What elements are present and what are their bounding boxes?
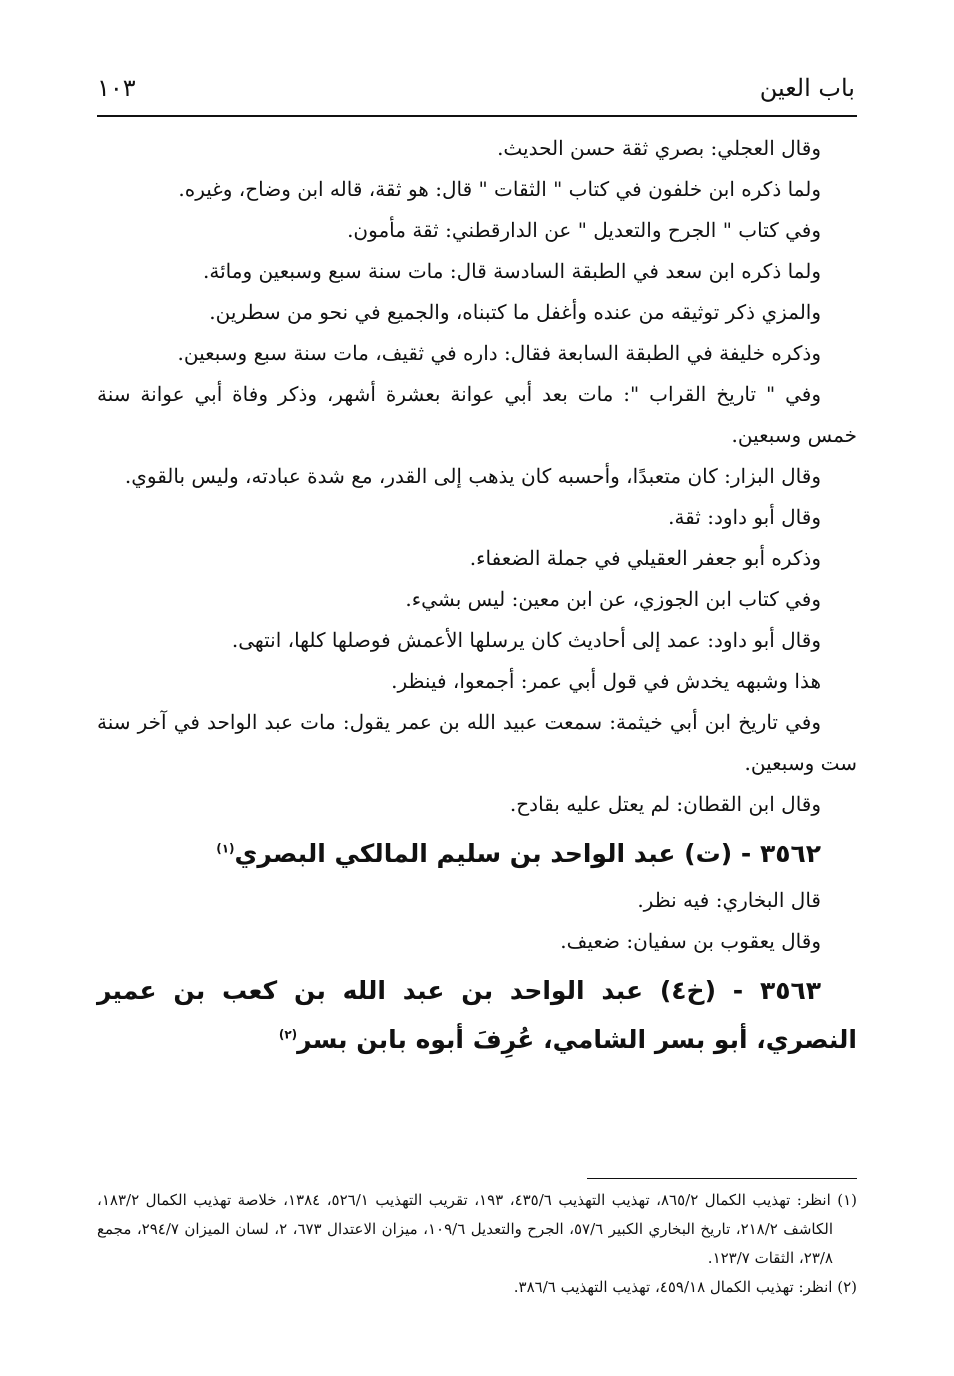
main-text	[97, 128, 857, 1066]
paragraph: وقال العجلي: بصري ثقة حسن الحديث.	[497, 136, 821, 160]
paragraph: وفي كتاب ابن الجوزي، عن ابن معين: ليس بشيء.	[405, 587, 821, 611]
paragraph: ولما ذكره ابن خلفون في كتاب " الثقات " قال: هو ثقة، قاله ابن وضاح، وغيره.	[178, 177, 821, 201]
paragraph: وقال ابن القطان: لم يعتل عليه بقادح.	[509, 792, 821, 816]
entry-title: ٣٥٦٣ - (خ٤) عبد الواحد بن عبد الله بن كعب بن عمير النصري، أبو بسر الشامي، عُرِفَ أبوه بابن بسر	[97, 976, 857, 1054]
paragraph: وفي كتاب " الجرح والتعديل " عن الدارقطني: ثقة مأمون.	[347, 218, 821, 242]
paragraph: ولما ذكره ابن سعد في الطبقة السادسة قال: مات سنة سبع وسبعين ومائة.	[202, 259, 821, 283]
paragraph: وفي " تاريخ القراب ": مات بعد أبي عوانة بعشرة أشهر، وذكر وفاة أبي عوانة سنة خمس وسبعين.	[97, 382, 857, 447]
paragraph: وذكره خليفة في الطبقة السابعة فقال: داره في ثقيف، مات سنة سبع وسبعين.	[177, 341, 821, 365]
chapter-title: باب العين	[759, 74, 855, 102]
footnote-marker: (٢)	[278, 1027, 298, 1042]
entry-heading-3563	[97, 966, 857, 1064]
header-rule	[97, 115, 857, 117]
paragraph: والمزي ذكر توثيقه من عنده وأغفل ما كتبناه، والجميع في نحو من سطرين.	[209, 300, 821, 324]
page-header	[97, 72, 857, 112]
page-number: ١٠٣	[97, 74, 136, 102]
paragraph: قال البخاري: فيه نظر.	[637, 888, 821, 912]
footnotes	[97, 1186, 857, 1302]
footnote-separator	[587, 1178, 857, 1179]
paragraph: هذا وشبهه يخدش في قول أبي عمر: أجمعوا، فينظر.	[391, 669, 821, 693]
paragraph: وقال البزار: كان متعبدًا، وأحسبه كان يذهب إلى القدر، مع شدة عبادته، وليس بالقوي.	[124, 464, 821, 488]
footnote-marker: (١)	[216, 841, 235, 856]
footnote: (٢) انظر: تهذيب الكمال ٤٥٩/١٨، تهذيب التهذيب ٣٨٦/٦.	[513, 1278, 857, 1296]
paragraph: وذكره أبو جعفر العقيلي في جملة الضعفاء.	[469, 546, 821, 570]
entry-heading-3562	[97, 829, 857, 878]
footnote: (١) انظر: تهذيب الكمال ٨٦٥/٢، تهذيب التهذيب ٤٣٥/٦، ١٩٣، تقريب التهذيب ٥٢٦/١، ١٣٨٤، خلاصة تهذيب الكمال ١٨٣/٢، الكاشف ٢١٨/٢، تاريخ البخاري الكبير ٥٧/٦، الجرح والتعديل ١٠٩/٦، ميزان الاعتدال ٦٧٣، ٢، لسان الميزان ٢٩٤/٧، مجمع ٢٣/٨، الثقات ١٢٣/٧.	[97, 1191, 858, 1267]
entry-title: ٣٥٦٢ - (ت) عبد الواحد بن سليم المالكي البصري	[234, 839, 821, 868]
paragraph: وقال يعقوب بن سفيان: ضعيف.	[560, 929, 821, 953]
paragraph: وقال أبو داود: ثقة.	[668, 505, 821, 529]
paragraph: وفي تاريخ ابن أبي خيثمة: سمعت عبيد الله بن عمر يقول: مات عبد الواحد في آخر سنة ست وسبعين.	[97, 710, 857, 775]
paragraph: وقال أبو داود: عمد إلى أحاديث كان يرسلها الأعمش فوصلها كلها، انتهى.	[231, 628, 821, 652]
